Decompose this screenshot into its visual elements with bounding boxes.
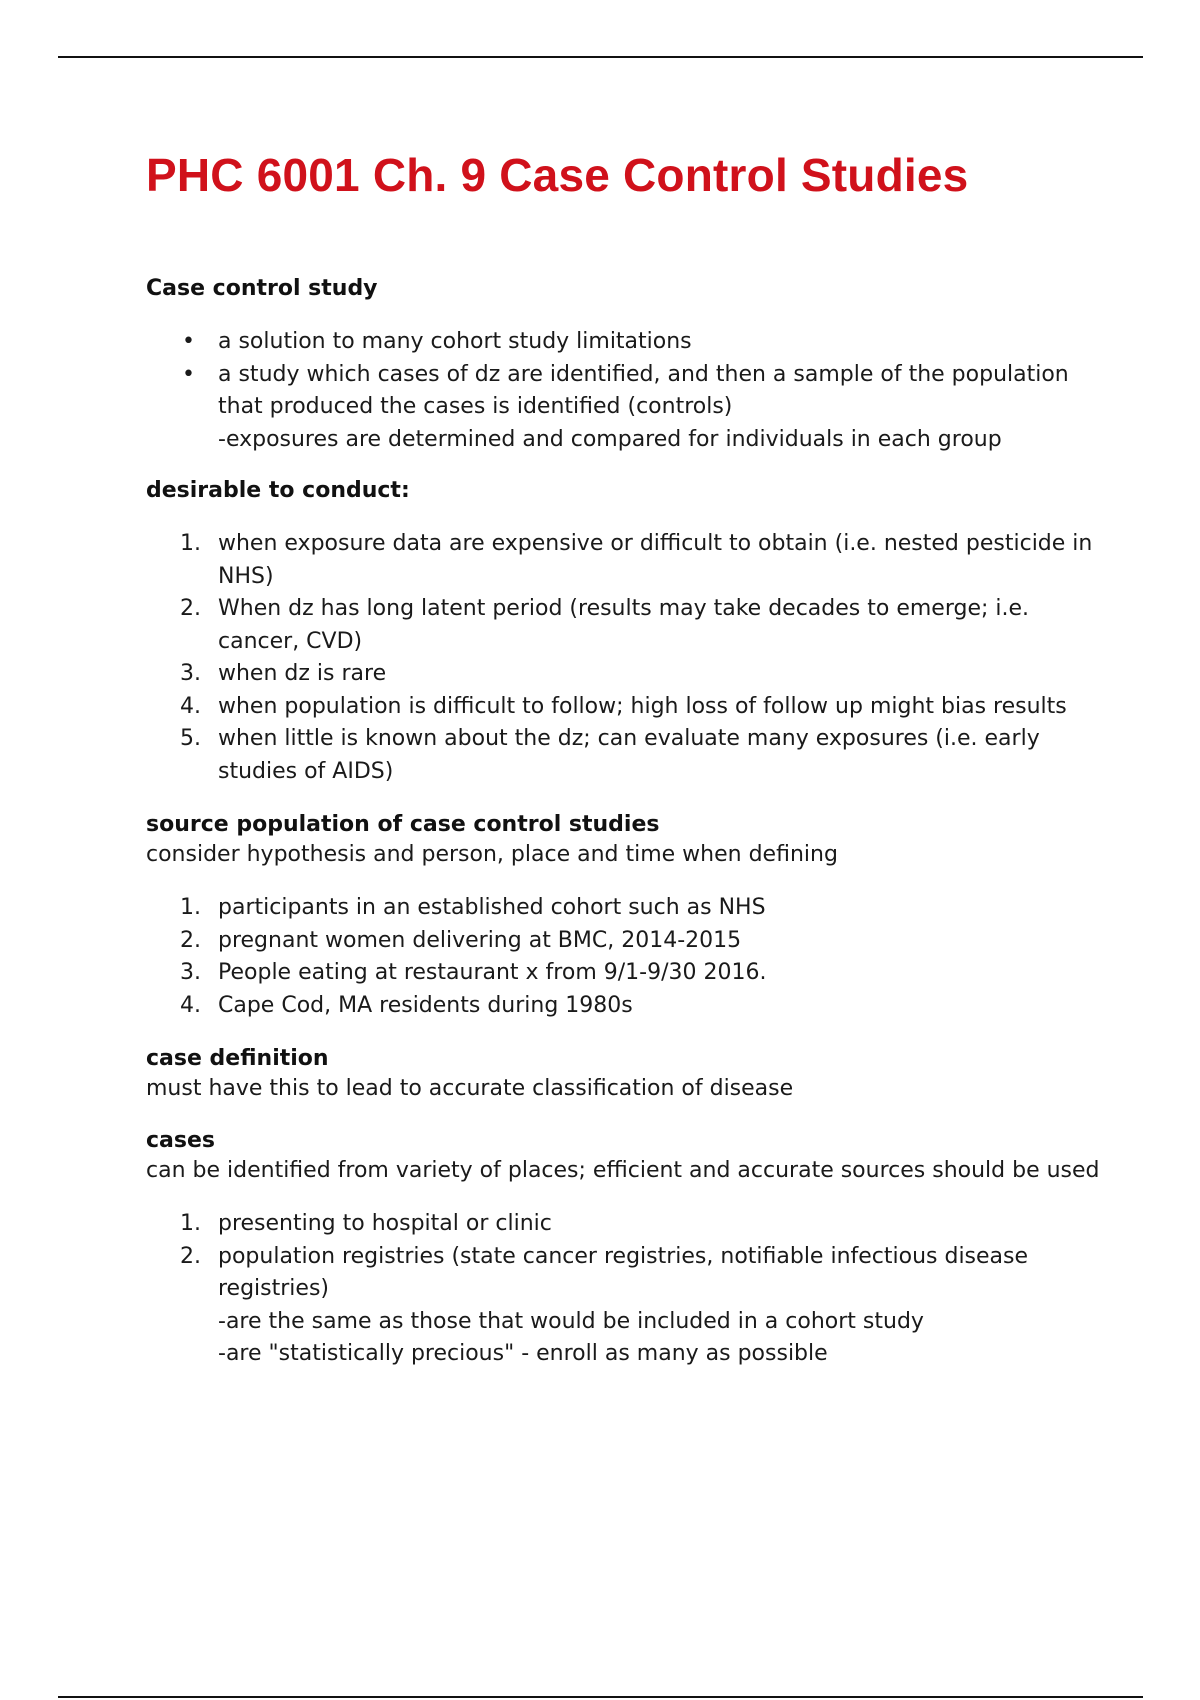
list-item-text: • a study which cases of dz are identified, and then a sample of the population that produced the cases is identified (controls) (218, 361, 1069, 419)
section-subtext: must have this to lead to accurate classification of disease (146, 1076, 794, 1101)
list-item-text: when exposure data are expensive or difficult to obtain (i.e. nested pesticide in NHS) (218, 531, 1093, 589)
section-heading: source population of case control studies (146, 812, 660, 837)
list-item-text: presenting to hospital or clinic (218, 1211, 552, 1236)
list-item: 3. People eating at restaurant x from 9/1-9/30 2016. (180, 960, 767, 985)
list-item: 3. when dz is rare (180, 661, 387, 686)
list-item: 5. when little is known about the dz; can evaluate many exposures (i.e. early studies of AIDS) (180, 726, 1040, 784)
page-title: PHC 6001 Ch. 9 Case Control Studies (146, 149, 969, 201)
list-item-text: participants in an established cohort such as NHS (218, 895, 766, 920)
list-item (146, 359, 1106, 457)
document-body (146, 148, 1106, 1371)
section-desirable (146, 476, 1106, 788)
list-item-text: population registries (state cancer registries, notifiable infectious disease registries) (218, 1243, 1029, 1301)
list-item-note: -exposures are determined and compared for individuals in each group (218, 426, 1002, 452)
section-heading: Case control study (146, 276, 378, 301)
section-source-population (146, 810, 1106, 1022)
list-item-text: when little is known about the dz; can evaluate many exposures (i.e. early studies of AIDS) (218, 726, 1040, 784)
list-item: 1. participants in an established cohort such as NHS (180, 895, 766, 920)
section-case-control (146, 274, 1106, 456)
list-item: 1. presenting to hospital or clinic (180, 1211, 552, 1236)
list-item: 1. when exposure data are expensive or difficult to obtain (i.e. nested pesticide in NHS) (180, 531, 1093, 589)
list-item: 4. Cape Cod, MA residents during 1980s (180, 992, 633, 1018)
top-rule (58, 56, 1143, 58)
numbered-list (146, 528, 1106, 788)
list-item: 2. When dz has long latent period (results may take decades to emerge; i.e. cancer, CVD) (180, 596, 1030, 654)
list-item-text: when population is difficult to follow; high loss of follow up might bias results (218, 693, 1067, 719)
list-item: 2. pregnant women delivering at BMC, 2014-2015 (180, 927, 742, 953)
list-item-text: when dz is rare (218, 661, 387, 686)
list-item-text: People eating at restaurant x from 9/1-9/30 2016. (218, 960, 767, 985)
section-case-definition (146, 1044, 1106, 1104)
list-item: • a solution to many cohort study limitations (146, 326, 1106, 359)
list-item-text: When dz has long latent period (results may take decades to emerge; i.e. cancer, CVD) (218, 596, 1030, 654)
bottom-rule (58, 1696, 1143, 1698)
list-item-note: -are "statistically precious" - enroll as many as possible (218, 1341, 828, 1366)
section-heading: cases (146, 1128, 215, 1153)
section-subtext: consider hypothesis and person, place and time when defining (146, 842, 838, 867)
bullet-list (146, 326, 1106, 456)
section-heading: desirable to conduct: (146, 478, 410, 503)
list-item: 4. when population is difficult to follow; high loss of follow up might bias results (180, 693, 1067, 719)
section-subtext: can be identified from variety of places; efficient and accurate sources should be used (146, 1158, 1100, 1183)
section-heading: case definition (146, 1046, 329, 1071)
section-cases (146, 1126, 1106, 1371)
list-item: 2. population registries (state cancer registries, notifiable infectious disease registries) -are the same as those that would be included in a cohort study -are "statistically precious" - enroll as many as possible (146, 1241, 1106, 1371)
list-item-note: -are the same as those that would be included in a cohort study (218, 1308, 924, 1334)
numbered-list (146, 892, 1106, 1022)
numbered-list (146, 1208, 1106, 1371)
list-item-text: pregnant women delivering at BMC, 2014-2015 (218, 927, 742, 953)
list-item-text: Cape Cod, MA residents during 1980s (218, 992, 633, 1018)
